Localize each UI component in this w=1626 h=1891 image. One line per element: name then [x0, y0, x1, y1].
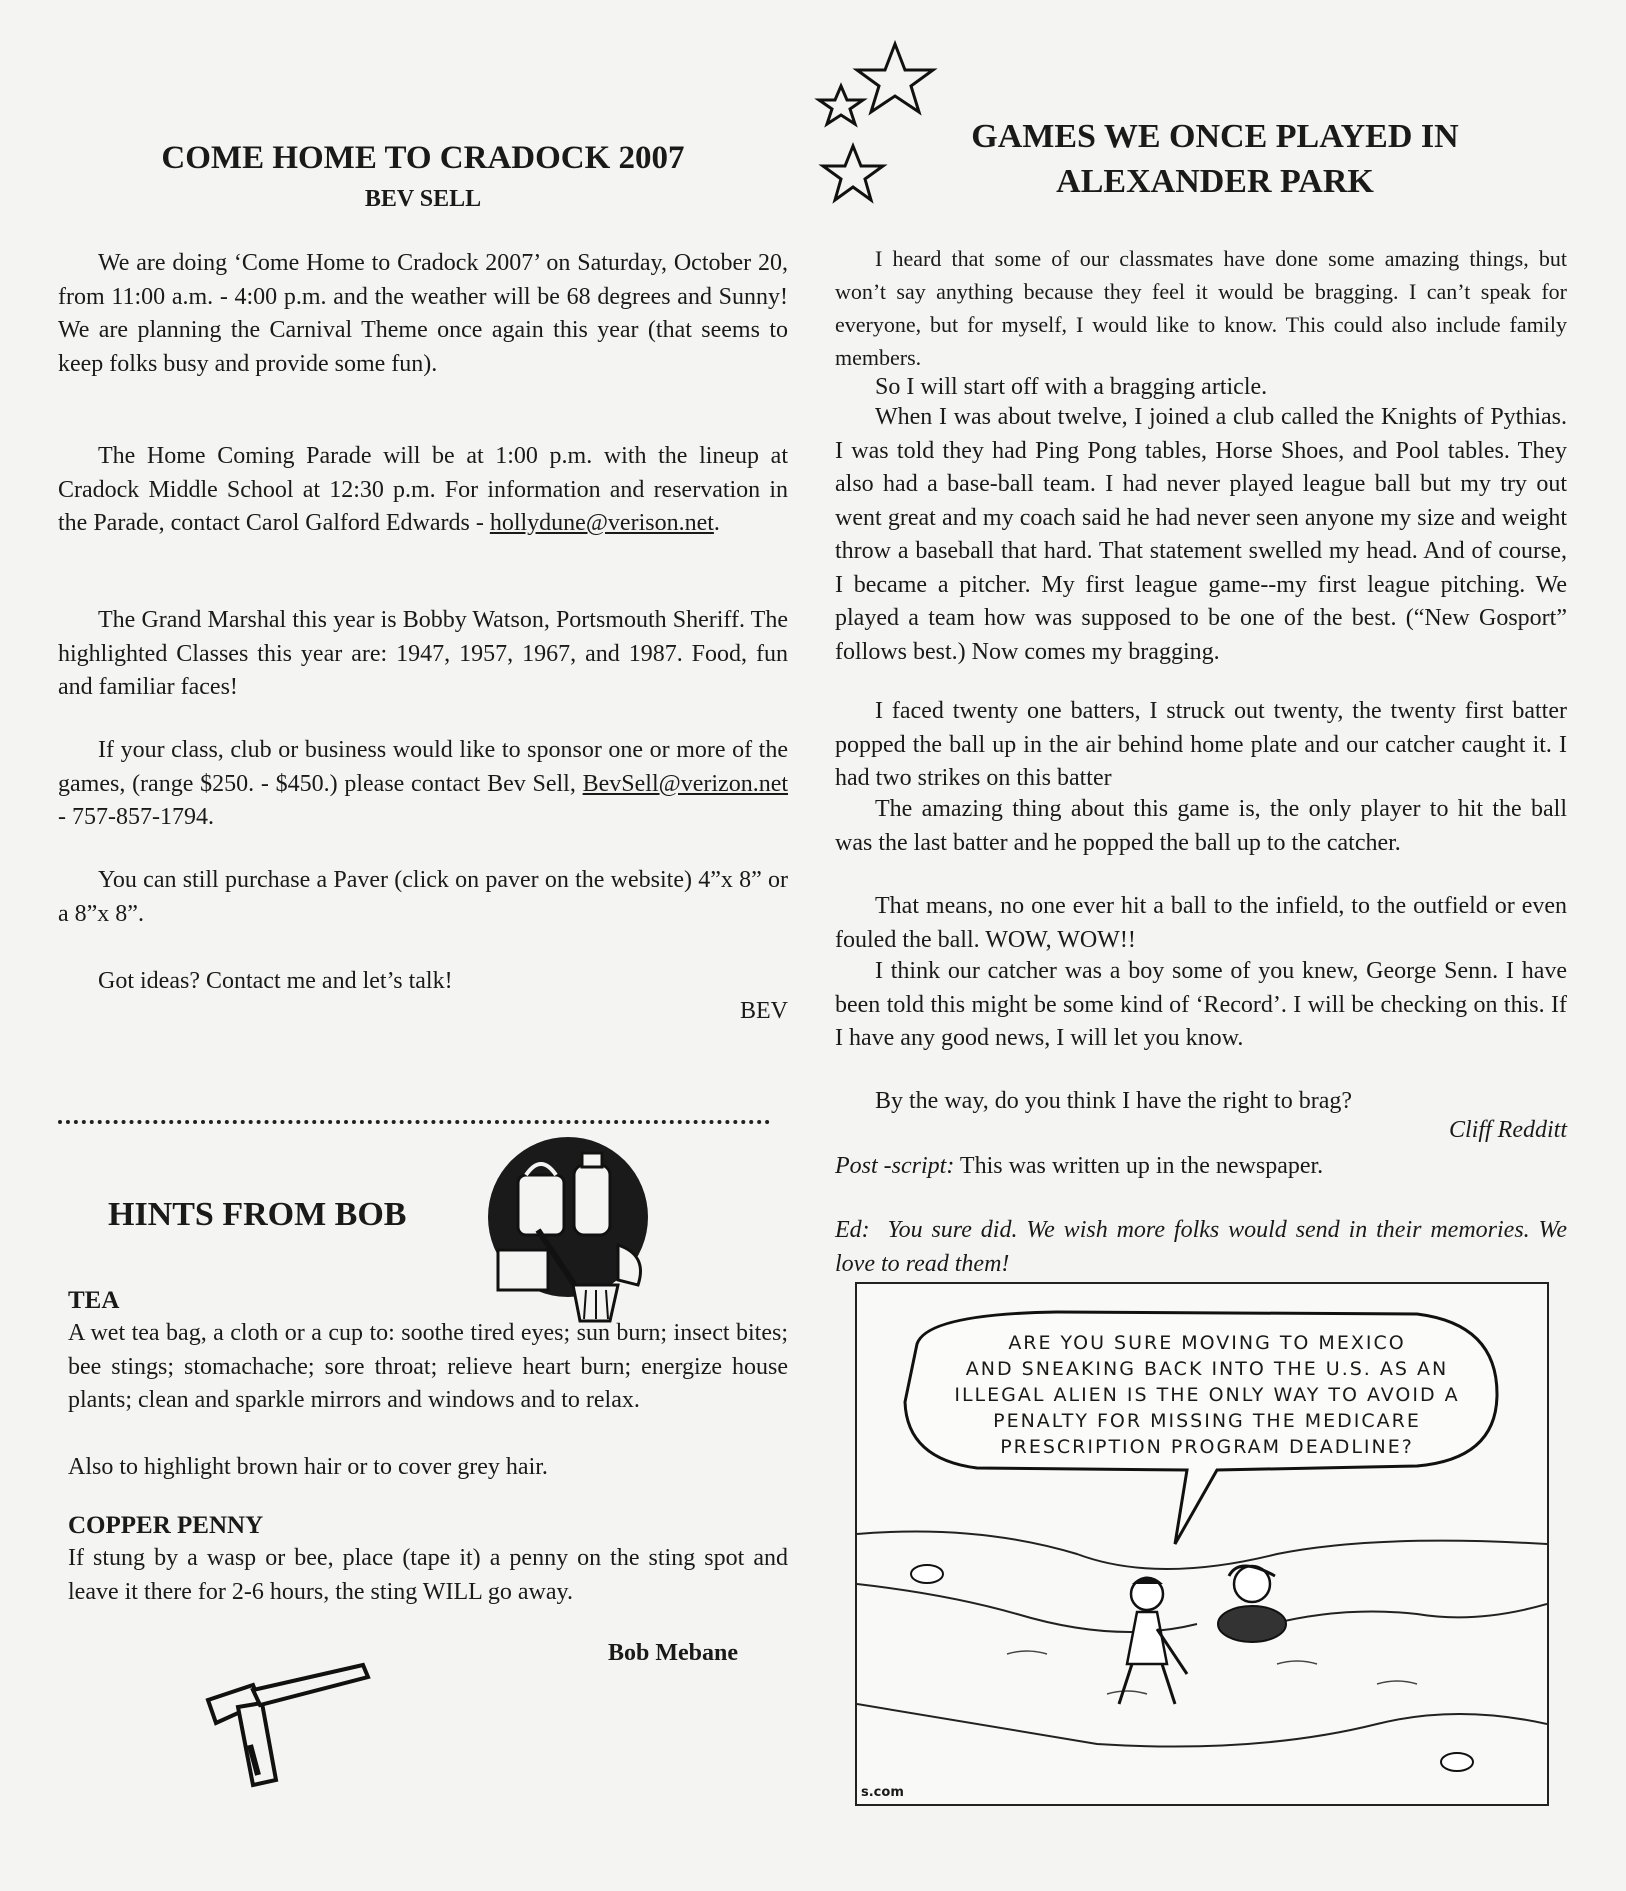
sponsor-text: If your class, club or business would like to sponsor one or more of the games, (range $250. - $450.) please contact Bev Sell,: [58, 737, 788, 797]
games-paragraph-3: When I was about twelve, I joined a club called the Knights of Pythias. I was told they had Ping Pong tables, Horse Shoes, and Pool tables. They also had a base-ball team. I had never played league ball but my try out went great and my coach said he had never seen anyone my size and weight throw a baseball that hard. That statement swelled my head. And of course, I became a pitcher. My first league game--my first league pitching. We played a team how was supposed to be one of the best. (“New Gosport” follows best.) Now comes my bragging.: [835, 404, 1567, 665]
cartoon-caption: [927, 1330, 1487, 1460]
copper-penny-heading: COPPER PENNY: [68, 1512, 264, 1539]
postscript: [835, 1150, 1567, 1184]
come-home-paragraph-6: Got ideas? Contact me and let’s talk!: [98, 968, 453, 994]
cartoon-line-4: PENALTY FOR MISSING THE MEDICARE: [993, 1410, 1421, 1432]
games-paragraph-6: That means, no one ever hit a ball to the infield, to the outfield or even fouled the ball. WOW, WOW!!: [835, 893, 1567, 953]
parade-text: The Home Coming Parade will be at 1:00 p.m. with the lineup at Cradock Middle School at 12:30 p.m. For information and reservation in the Parade, contact Carol Galford Edwards -: [58, 443, 788, 536]
parade-email-link[interactable]: hollydune@verison.net: [489, 510, 714, 536]
games-paragraph-4: I faced twenty one batters, I struck out twenty, the twenty first batter popped the ball up in the air behind home plate and our catcher caught it. I had two strikes on this batter: [835, 698, 1567, 791]
cartoon-credit: s.com: [861, 1785, 904, 1800]
tea-heading: TEA: [68, 1287, 120, 1314]
tea-text: A wet tea bag, a cloth or a cup to: soothe tired eyes; sun burn; insect bites; bee stings; stomachache; sore throat; relieve heart burn; energize house plants; clean and sparkle mirrors and windows and to relax.: [68, 1320, 788, 1413]
tea-text-2: Also to highlight brown hair or to cover grey hair.: [68, 1454, 548, 1480]
come-home-paragraph-3: The Grand Marshal this year is Bobby Watson, Portsmouth Sheriff. The highlighted Classes this year are: 1947, 1957, 1967, and 1987. Food, fun and familiar faces!: [58, 607, 788, 700]
cleaning-supplies-icon: [478, 1135, 658, 1325]
editor-note: [835, 1214, 1567, 1281]
come-home-author: BEV SELL: [364, 186, 482, 212]
games-paragraph-5: The amazing thing about this game is, the only player to hit the ball was the last batter and he popped the ball up to the catcher.: [835, 796, 1567, 856]
come-home-title: COME HOME TO CRADOCK 2007: [161, 140, 685, 176]
postscript-label: Post -script:: [835, 1153, 955, 1179]
hammer-icon: [198, 1645, 378, 1795]
parade-text-end: .: [713, 510, 720, 536]
cartoon-line-1: ARE YOU SURE MOVING TO MEXICO: [1008, 1332, 1406, 1354]
games-title-line-1: GAMES WE ONCE PLAYED IN: [971, 118, 1459, 155]
cartoon-line-5: PRESCRIPTION PROGRAM DEADLINE?: [1000, 1436, 1414, 1458]
come-home-paragraph-5: You can still purchase a Paver (click on paver on the website) 4”x 8” or a 8”x 8”.: [58, 867, 788, 927]
copper-penny-text: If stung by a wasp or bee, place (tape it) a penny on the sting spot and leave it there for 2-6 hours, the sting WILL go away.: [68, 1545, 788, 1605]
cartoon-line-3: ILLEGAL ALIEN IS THE ONLY WAY TO AVOID A: [954, 1384, 1460, 1406]
games-paragraph-2: So I will start off with a bragging article.: [875, 374, 1268, 400]
hints-signature: Bob Mebane: [607, 1640, 738, 1666]
games-signature: Cliff Redditt: [1449, 1117, 1567, 1143]
editor-text: You sure did. We wish more folks would send in their memories. We love to read them!: [835, 1217, 1567, 1277]
bleed-through-texture: [290, 92, 299, 130]
come-home-signature: BEV: [740, 998, 788, 1024]
games-paragraph-8: By the way, do you think I have the right to brag?: [875, 1088, 1352, 1114]
come-home-paragraph-1: We are doing ‘Come Home to Cradock 2007’ on Saturday, October 20, from 11:00 a.m. - 4:00 p.m. and the weather will be 68 degrees and Sunny! We are planning the Carnival Theme once again this year (that seems to keep folks busy and provide some fun).: [58, 250, 788, 377]
games-paragraph-1: I heard that some of our classmates have done some amazing things, but won’t say anything because they feel it would be bragging. I can’t speak for everyone, but for myself, I would like to know. This could also include family members.: [835, 246, 1567, 370]
sponsor-email-link[interactable]: BevSell@verizon.net: [582, 770, 789, 797]
come-home-paragraph-4: [58, 734, 788, 835]
cartoon-line-2: AND SNEAKING BACK INTO THE U.S. AS AN: [965, 1358, 1449, 1380]
postscript-text: This was written up in the newspaper.: [959, 1153, 1324, 1179]
come-home-paragraph-2: [58, 440, 788, 541]
games-paragraph-7: I think our catcher was a boy some of you knew, George Senn. I have been told this might be some kind of ‘Record’. I will be checking on this. If I have any good news, I will let you know.: [835, 958, 1567, 1051]
hints-title: HINTS FROM BOB: [108, 1196, 407, 1233]
games-title-line-2: ALEXANDER PARK: [1056, 163, 1374, 200]
sponsor-phone: - 757-857-1794.: [58, 804, 214, 830]
medicare-cartoon: [855, 1282, 1549, 1806]
editor-label: Ed:: [835, 1217, 870, 1243]
section-divider: [58, 1120, 770, 1124]
